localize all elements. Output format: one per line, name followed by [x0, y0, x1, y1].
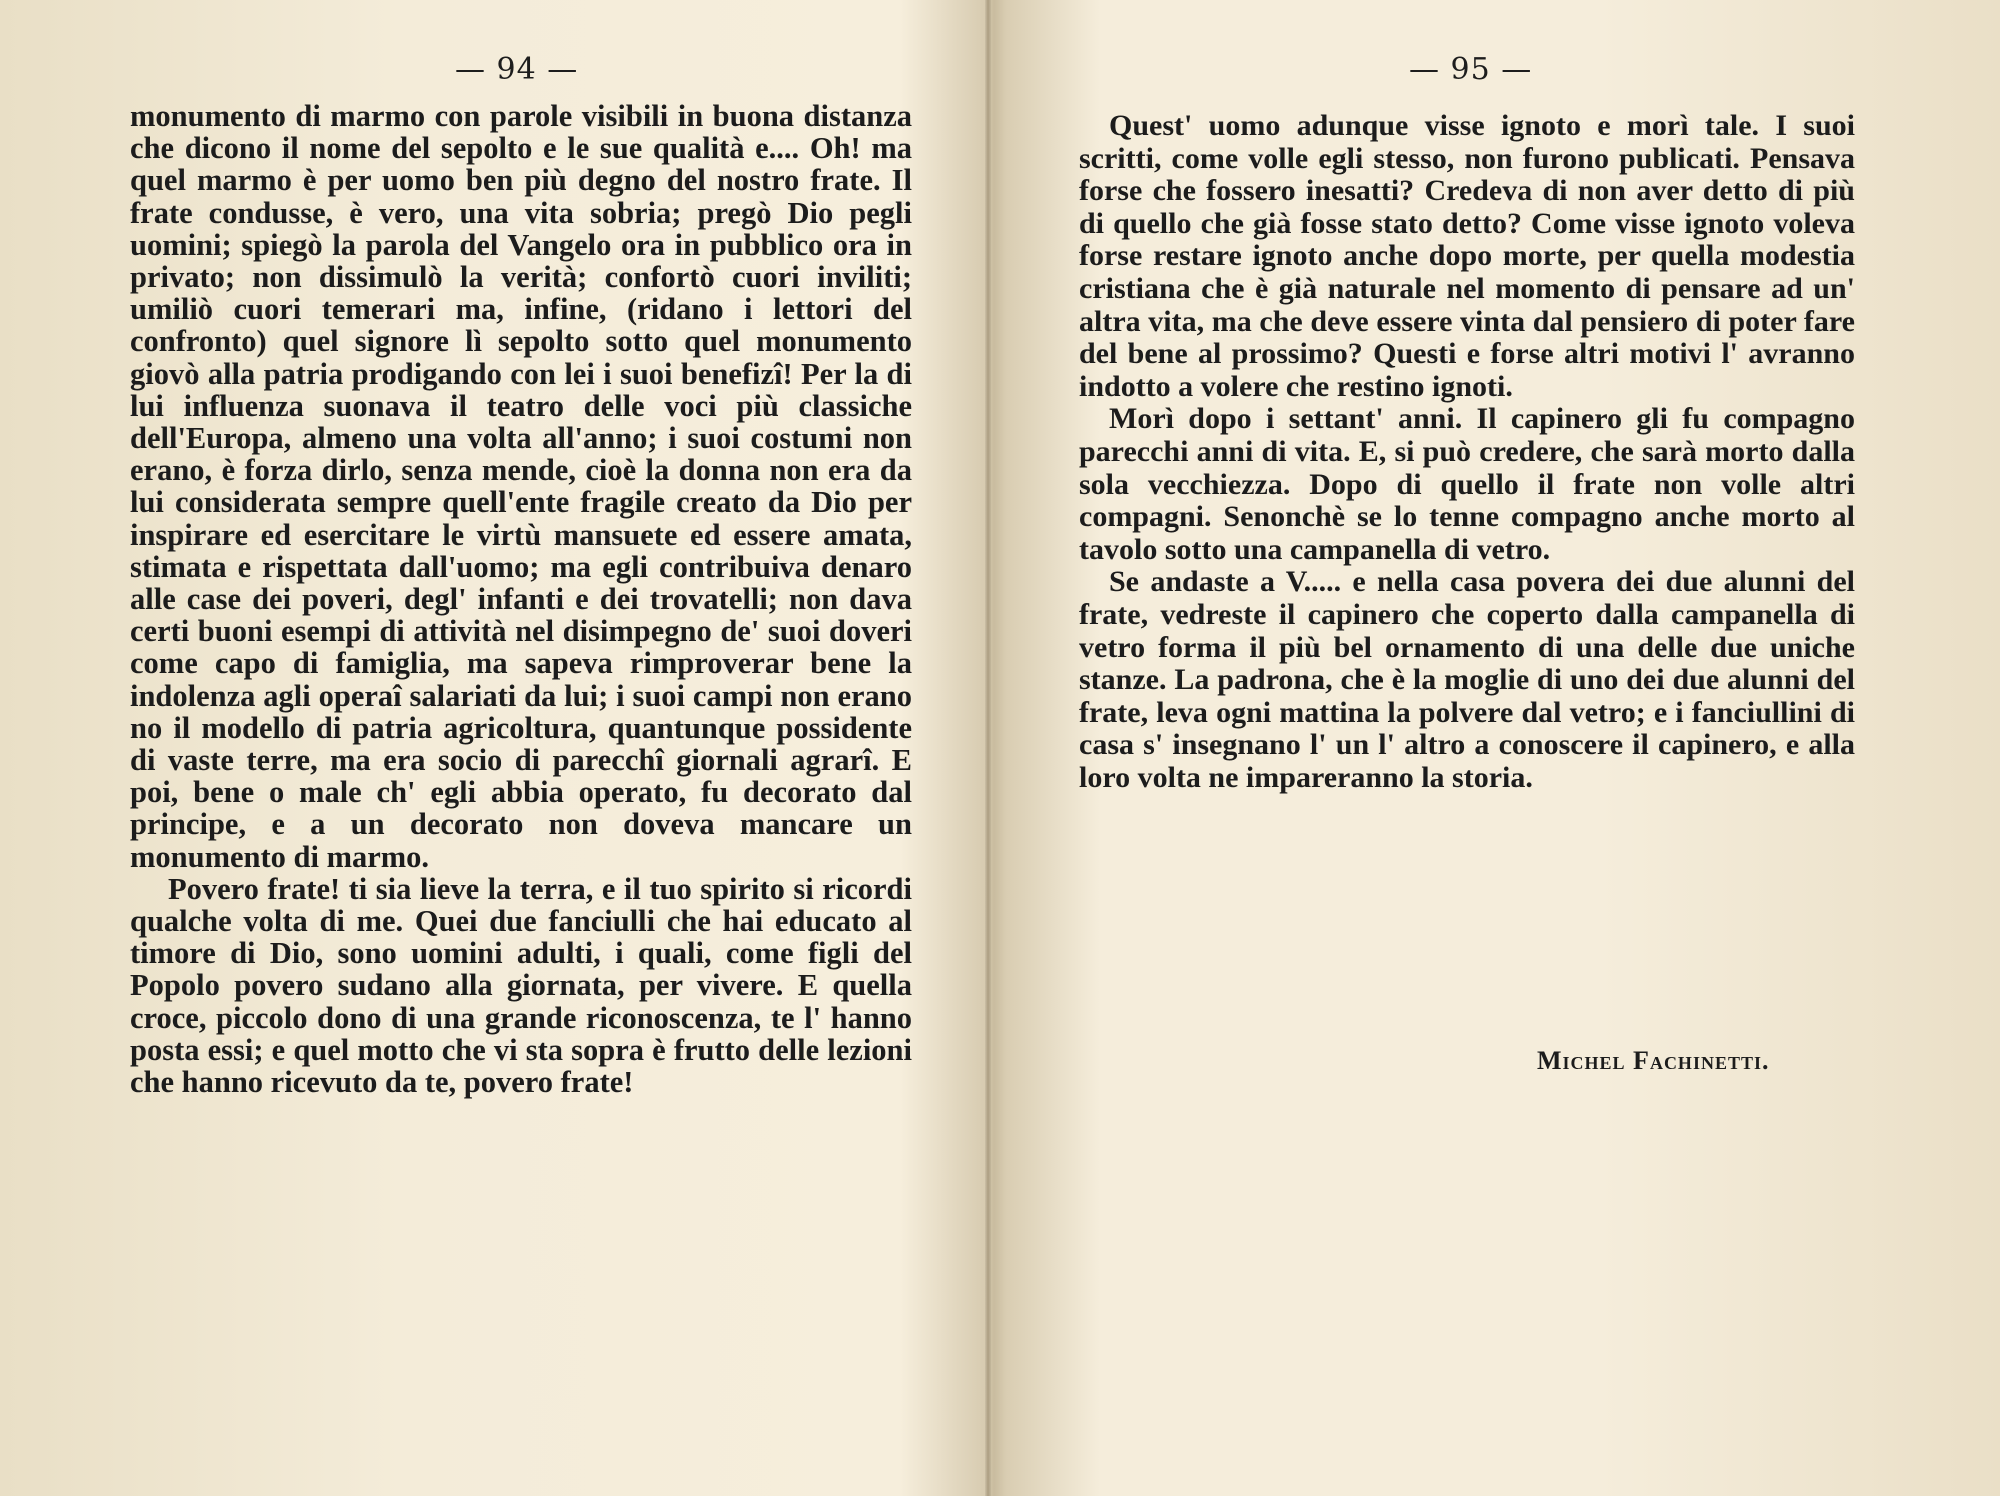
right-paragraph-3: Se andaste a V..... e nella casa povera dei due alunni del frate, vedreste il capinero che coperto dalla campanella di vetro forma il più bel ornamento di una delle due uniche stanze. La padrona, che è la moglie di uno dei due alunni del frate, leva ogni mattina la polvere dal vetro; e i fanciullini di casa s' insegnano l' un l' altro a conoscere il capinero, e alla loro volta ne impareranno la storia. [1079, 565, 1855, 794]
left-page [0, 0, 985, 1496]
left-page-text [130, 100, 912, 1098]
left-paragraph-1: monumento di marmo con parole visibili in buona distanza che dicono il nome del sepolto e le sue qualità e.... Oh! ma quel marmo è per uomo ben più degno del nostro frate. Il frate condusse, è vero, una vita sobria; pregò Dio pegli uomini; spiegò la parola del Vangelo ora in pubblico ora in privato; non dissimulò la verità; confortò cuori inviliti; umiliò cuori temerari ma, infine, (ridano i lettori del confronto) quel signore lì sepolto sotto quel monumento giovò alla patria prodigando con lei i suoi benefizî! Per la di lui influenza suonava il teatro delle voci più classiche dell'Europa, almeno una volta all'anno; i suoi costumi non erano, è forza dirlo, senza mende, cioè la donna non era da lui considerata sempre quell'ente fragile creato da Dio per inspirare ed esercitare le virtù mansuete ed essere amata, stimata e rispettata dall'uomo; ma egli contribuiva denaro alle case dei poveri, degl' infanti e dei trovatelli; non dava certi buoni esempi di attività nel disimpegno de' suoi doveri come capo di famiglia, ma sapeva rimproverar bene la indolenza agli operaî salariati da lui; i suoi campi non erano no il modello di patria agricoltura, quantunque possidente di vaste terre, ma era socio di parecchî giornali agrarî. E poi, bene o male ch' egli abbia operato, fu decorato dal principe, e a un decorato non doveva mancare un monumento di marmo. [130, 99, 912, 874]
right-page-text [1079, 110, 1855, 794]
author-signature: Michel Fachinetti. [1537, 1046, 1770, 1075]
left-paragraph-2: Povero frate! ti sia lieve la terra, e il tuo spirito si ricordi qualche volta di me. Quei due fanciulli che hai educato al timore di Dio, sono uomini adulti, i quali, come figli del Popolo povero sudano alla giornata, per vivere. E quella croce, piccolo dono di una grande riconoscenza, te l' hanno posta essi; e quel motto che vi sta sopra è frutto delle lezioni che hanno ricevuto da te, povero frate! [130, 871, 912, 1100]
page-number-left: — 94 — [455, 52, 579, 87]
right-paragraph-2: Morì dopo i settant' anni. Il capinero gli fu compagno parecchi anni di vita. E, si può credere, che sarà morto dalla sola vecchiezza. Dopo di quello il frate non volle altri compagni. Senonchè se lo tenne compagno anche morto al tavolo sotto una campanella di vetro. [1079, 402, 1855, 566]
page-number-right: — 95 — [1409, 52, 1533, 87]
right-page [991, 0, 2000, 1496]
right-paragraph-1: Quest' uomo adunque visse ignoto e morì tale. I suoi scritti, come volle egli stesso, non furono publicati. Pensava forse che fossero inesatti? Credeva di non aver detto di più di quello che già fosse stato detto? Come visse ignoto voleva forse restare ignoto anche dopo morte, per quella modestia cristiana che è già naturale nel momento di pensare ad un' altra vita, ma che deve essere vinta dal pensiero di poter fare del bene al prossimo? Questi e forse altri motivi l' avranno indotto a volere che restino ignoti. [1079, 109, 1855, 403]
